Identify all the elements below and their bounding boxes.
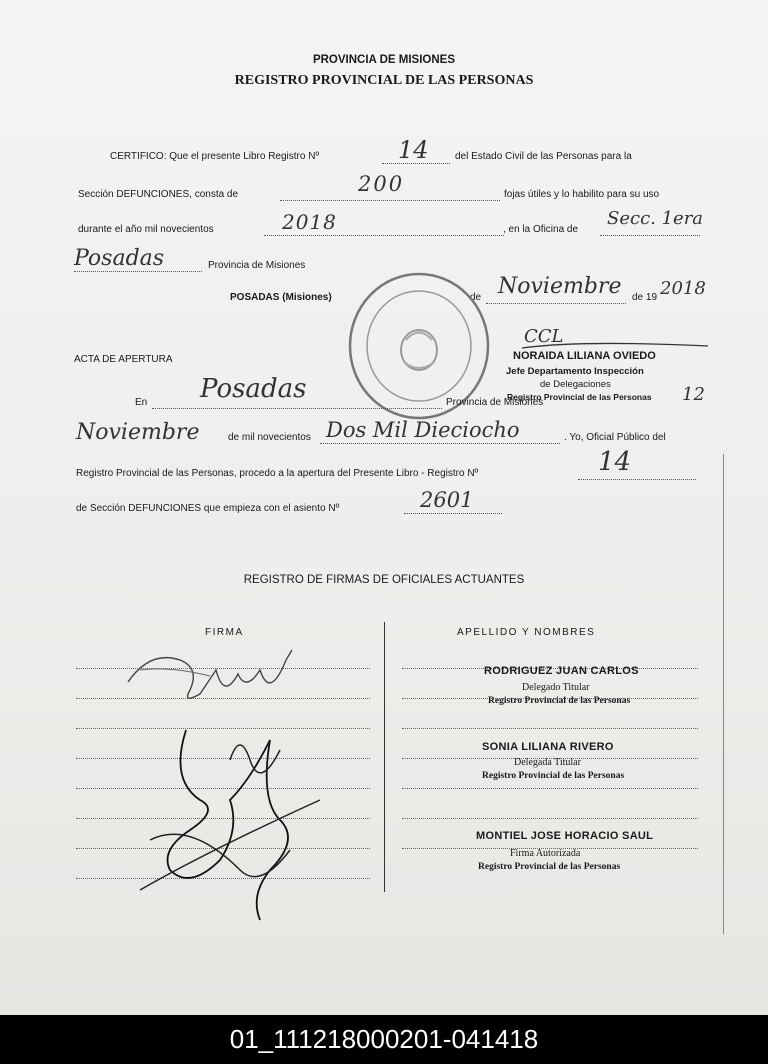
cert-date-year: 2018 <box>660 278 706 299</box>
opening-book-no: 14 <box>598 447 632 477</box>
opening-year-words: Dos Mil Dieciocho <box>326 418 520 442</box>
cert-pages: 200 <box>358 172 405 196</box>
signature-1-icon <box>120 640 310 710</box>
stamp-role-1: Jefe Departamento Inspección <box>506 366 644 377</box>
cert-text-2: del Estado Civil de las Personas para la <box>455 151 632 162</box>
person-1-org: Registro Provincial de las Personas <box>488 696 631 706</box>
signatures-title: REGISTRO DE FIRMAS DE OFICIALES ACTUANTES <box>243 574 525 586</box>
header-registry: REGISTRO PROVINCIAL DE LAS PERSONAS <box>234 73 534 88</box>
cert-book-no: 14 <box>398 136 429 164</box>
person-3-org: Registro Provincial de las Personas <box>478 862 621 872</box>
opening-en: En <box>135 397 148 408</box>
stamp-name: NORAIDA LILIANA OVIEDO <box>513 350 656 362</box>
opening-mil: de mil novecientos <box>228 432 311 443</box>
col-firma: FIRMA <box>205 627 244 638</box>
cert-text-1: CERTIFICO: Que el presente Libro Registro Nº <box>110 151 320 162</box>
col-apellido-nombres: APELLIDO Y NOMBRES <box>457 627 596 638</box>
opening-entry-no: 2601 <box>420 488 474 512</box>
person-1-name: RODRIGUEZ JUAN CARLOS <box>484 665 639 677</box>
page-right-edge <box>723 454 724 934</box>
footer-id-bar <box>0 1015 768 1064</box>
opening-day: 12 <box>682 384 705 405</box>
stamp-role-3: Registro Provincial de las Personas <box>507 392 652 402</box>
cert-place: POSADAS (Misiones) <box>230 292 332 303</box>
opening-month: Noviembre <box>76 420 200 445</box>
cert-year: 2018 <box>282 210 337 234</box>
header-province: PROVINCIA DE MISIONES <box>312 54 456 66</box>
cert-text-9: de 19 <box>632 292 658 303</box>
column-divider <box>384 622 385 892</box>
cert-month: Noviembre <box>498 274 622 299</box>
opening-reg-line: Registro Provincial de las Personas, procedo a la apertura del Presente Libro - Registro Nº <box>76 468 479 479</box>
opening-section: de Sección DEFUNCIONES que empieza con el asiento Nº <box>76 503 340 514</box>
footer-id: 01_111218000201-041418 <box>229 1024 539 1054</box>
person-1-role: Delegado Titular <box>522 682 590 693</box>
person-2-org: Registro Provincial de las Personas <box>482 771 625 781</box>
cert-text-6: , en la Oficina de <box>503 224 579 235</box>
person-3-name: MONTIEL JOSE HORACIO SAUL <box>476 830 654 842</box>
opening-prov: Provincia de Misiones <box>446 397 544 408</box>
cert-text-5: durante el año mil novecientos <box>78 224 214 235</box>
cert-text-4: fojas útiles y lo habilito para su uso <box>504 189 660 200</box>
cert-office: Secc. 1era <box>607 208 704 229</box>
stamp-initials: CCL <box>524 326 564 347</box>
cert-text-3: Sección DEFUNCIONES, consta de <box>78 189 239 200</box>
opening-official: . Yo, Oficial Público del <box>564 432 666 443</box>
cert-text-7: Provincia de Misiones <box>208 260 306 271</box>
cert-city: Posadas <box>74 246 165 271</box>
person-2-name: SONIA LILIANA RIVERO <box>482 741 614 753</box>
person-2-role: Delegada Titular <box>514 757 581 768</box>
opening-title: ACTA DE APERTURA <box>74 354 173 365</box>
person-3-role: Firma Autorizada <box>510 848 581 859</box>
opening-city: Posadas <box>200 374 307 404</box>
signature-2-icon <box>130 720 330 930</box>
stamp-role-2: de Delegaciones <box>540 379 611 390</box>
cert-text-8: de <box>470 292 482 303</box>
